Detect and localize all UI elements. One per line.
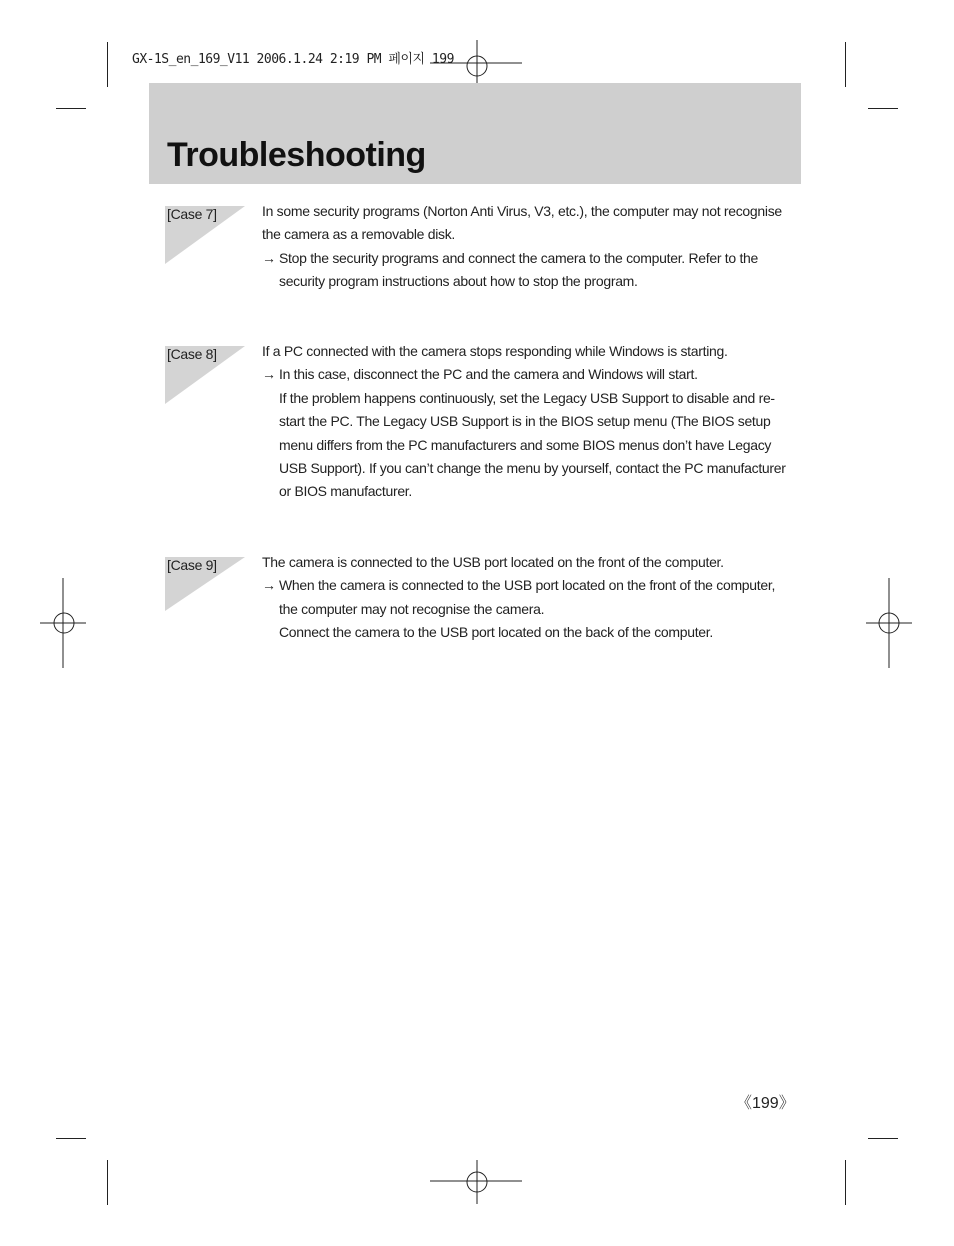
arrow-right-icon: →	[262, 249, 276, 266]
case-body	[262, 340, 787, 504]
case-tab	[165, 206, 245, 264]
page-title: Troubleshooting	[167, 136, 426, 174]
crop-mark-top-left-h	[56, 108, 86, 109]
case-solution	[262, 363, 787, 386]
case-body	[262, 551, 787, 645]
case-label: [Case 8]	[167, 346, 217, 362]
case-solution-text: In this case, disconnect the PC and the camera and Windows will start.	[279, 366, 698, 383]
case-solution	[262, 247, 787, 294]
case-problem: The camera is connected to the USB port located on the front of the computer.	[262, 554, 724, 570]
crop-mark-bottom-left-h	[56, 1138, 86, 1139]
crop-mark-top-left-v	[107, 42, 108, 87]
case-solution-text: When the camera is connected to the USB port located on the front of the computer, the computer may not recognise the camera.	[279, 577, 776, 617]
case-solution	[262, 574, 787, 621]
case-tab	[165, 346, 245, 404]
crop-mark-bottom-right-v	[845, 1160, 846, 1205]
case-extra: If the problem happens continuously, set the Legacy USB Support to disable and re-start the PC. The Legacy USB Support is in the BIOS setup menu (The BIOS setup menu differs from the PC manufacturers and some BIOS menus don’t have Legacy USB Support). If you can’t change the menu by yourself, contact the PC manufacturer or BIOS manufacturer.	[279, 389, 786, 500]
case-problem: In some security programs (Norton Anti Virus, V3, etc.), the computer may not recognise the camera as a removable disk.	[262, 203, 782, 243]
case-label: [Case 9]	[167, 557, 217, 573]
case-problem: If a PC connected with the camera stops responding while Windows is starting.	[262, 343, 728, 359]
registration-mark-bottom	[430, 1160, 525, 1205]
print-slug: GX-1S_en_169_V11 2006.1.24 2:19 PM 페이지 199	[132, 52, 454, 67]
crop-mark-bottom-left-v	[107, 1160, 108, 1205]
registration-mark-left	[40, 578, 88, 670]
crop-mark-top-right-v	[845, 42, 846, 87]
crop-mark-bottom-right-h	[868, 1138, 898, 1139]
crop-mark-top-right-h	[868, 108, 898, 109]
arrow-right-icon: →	[262, 366, 276, 383]
case-solution-text: Stop the security programs and connect the camera to the computer. Refer to the security program instructions about how to stop the program.	[279, 249, 759, 290]
registration-mark-right	[866, 578, 914, 670]
page-number: 《199》	[736, 1095, 795, 1112]
case-extra: Connect the camera to the USB port located on the back of the computer.	[279, 624, 713, 641]
case-label: [Case 7]	[167, 206, 217, 222]
case-body	[262, 200, 787, 294]
case-tab	[165, 557, 245, 615]
arrow-right-icon: →	[262, 577, 276, 594]
